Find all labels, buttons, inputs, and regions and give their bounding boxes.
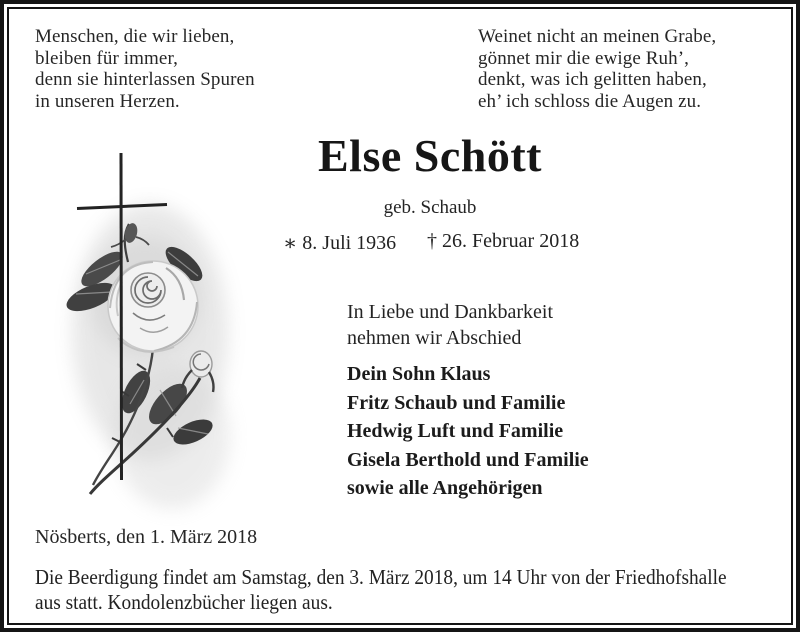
verse-line: gönnet mir die ewige Ruh’, — [478, 47, 690, 69]
verse-line: in unseren Herzen. — [35, 90, 180, 112]
birth-date-text: 8. Juli 1936 — [302, 232, 397, 254]
cross-rose-image — [50, 142, 260, 532]
verse-line: denkt, was ich gelitten haben, — [478, 69, 707, 90]
birth-star-symbol: ∗ — [283, 231, 298, 255]
verse-line: denn sie hinterlassen Spuren — [35, 69, 255, 90]
funeral-line: Die Beerdigung findet am Samstag, den 3. März 2018, um 14 Uhr von der Friedhofshalle — [35, 565, 727, 589]
mourner-entry: Hedwig Luft und Familie — [347, 420, 564, 443]
mourner-entry: Gisela Berthold und Familie — [347, 448, 589, 471]
death-cross-symbol: † — [427, 230, 437, 252]
maiden-name: geb. Schaub — [383, 197, 477, 218]
deceased-name: Else Schött — [318, 130, 542, 181]
farewell-line: In Liebe und Dankbarkeit — [347, 301, 554, 323]
opening-verse — [35, 26, 255, 112]
mourner-entry: sowie alle Angehörigen — [347, 477, 543, 500]
farewell-verse — [478, 26, 716, 112]
place-and-date: Nösberts, den 1. März 2018 — [35, 526, 258, 548]
death-date-text: 26. Februar 2018 — [442, 230, 580, 252]
verse-line: bleiben für immer, — [35, 47, 178, 69]
farewell-statement — [347, 299, 553, 351]
verse-line: Menschen, die wir lieben, — [35, 26, 235, 47]
mourner-entry: Fritz Schaub und Familie — [347, 391, 566, 414]
farewell-line: nehmen wir Abschied — [347, 327, 522, 349]
funeral-information — [35, 565, 727, 615]
verse-line: eh’ ich schloss die Augen zu. — [478, 90, 702, 112]
death-date — [427, 230, 579, 253]
funeral-line: aus statt. Kondolenzbücher liegen aus. — [35, 590, 333, 614]
birth-date — [283, 230, 396, 255]
verse-line: Weinet nicht an meinen Grabe, — [478, 26, 717, 47]
mourners-list — [347, 360, 589, 503]
mourner-entry: Dein Sohn Klaus — [347, 363, 491, 385]
